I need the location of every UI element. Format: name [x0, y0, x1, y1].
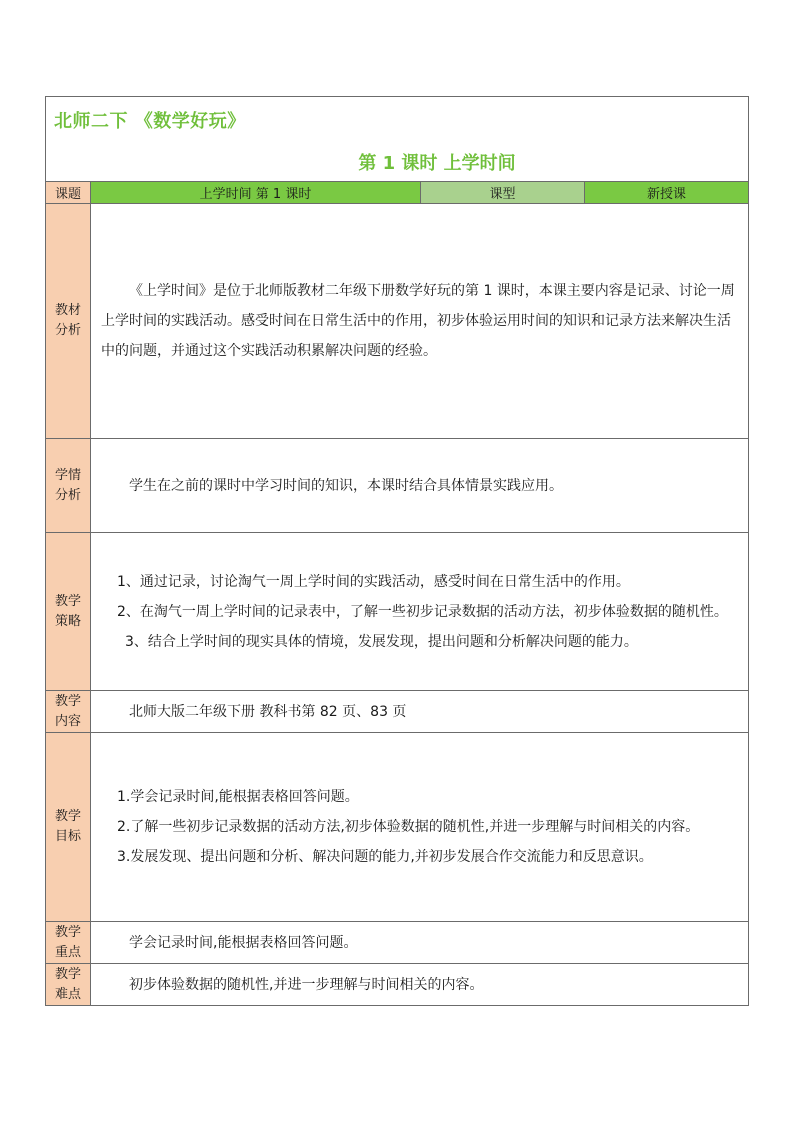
strategy-label: 教学策略	[54, 593, 81, 629]
content-text: 北师大版二年级下册 教科书第 82 页、83 页	[129, 703, 407, 720]
topic-label: 课题	[46, 182, 91, 203]
goals-label: 教学目标	[54, 809, 81, 844]
row-key-point	[46, 922, 748, 964]
students-text: 学生在之前的课时中学习时间的知识，本课时结合具体情景实践应用。	[129, 477, 563, 494]
difficulty-label: 教学难点	[54, 966, 81, 1002]
series-title: 北师二下 《数学好玩》	[54, 111, 246, 132]
students-label: 学情分析	[54, 467, 81, 503]
content-label: 教学内容	[54, 693, 81, 729]
type-value: 新授课	[585, 182, 748, 203]
difficulty-text: 初步体验数据的随机性,并进一步理解与时间相关的内容。	[129, 976, 484, 993]
row-material-analysis	[46, 204, 748, 439]
table-header	[46, 97, 748, 182]
topic-value: 上学时间 第 1 课时	[91, 182, 421, 203]
meta-row	[46, 182, 748, 204]
goal-item: 2.了解一些初步记录数据的活动方法,初步体验数据的随机性,并进一步理解与时间相关的内容。	[117, 819, 700, 835]
goal-item: 3.发展发现、提出问题和分析、解决问题的能力,并初步发展合作交流能力和反思意识。	[117, 849, 653, 865]
strategy-item: 1、通过记录，讨论淘气一周上学时间的实践活动，感受时间在日常生活中的作用。	[117, 573, 630, 590]
row-difficulty	[46, 964, 748, 1005]
material-label: 教材分析	[54, 303, 81, 338]
strategy-item: 2、在淘气一周上学时间的记录表中，了解一些初步记录数据的活动方法，初步体验数据的随机性。	[117, 603, 728, 620]
key-text: 学会记录时间,能根据表格回答问题。	[129, 934, 358, 951]
key-label: 教学重点	[54, 924, 81, 960]
lesson-plan-table	[45, 96, 749, 1006]
row-teaching-content	[46, 691, 748, 733]
type-label: 课型	[421, 182, 585, 203]
row-student-analysis	[46, 439, 748, 533]
material-text: 《上学时间》是位于北师版教材二年级下册数学好玩的第 1 课时，本课主要内容是记录、讨论一周上学时间的实践活动。感受时间在日常生活中的作用，初步体验运用时间的知识和记录方法来解决生活中的问题，并通过这个实践活动积累解决问题的经验。	[101, 283, 735, 359]
row-teaching-goals	[46, 733, 748, 922]
strategy-item: 3、结合上学时间的现实具体的情境，发展发现，提出问题和分析解决问题的能力。	[125, 633, 638, 650]
goal-item: 1.学会记录时间,能根据表格回答问题。	[117, 789, 359, 805]
row-teaching-strategy	[46, 533, 748, 691]
lesson-title: 第 1 课时 上学时间	[358, 153, 516, 174]
